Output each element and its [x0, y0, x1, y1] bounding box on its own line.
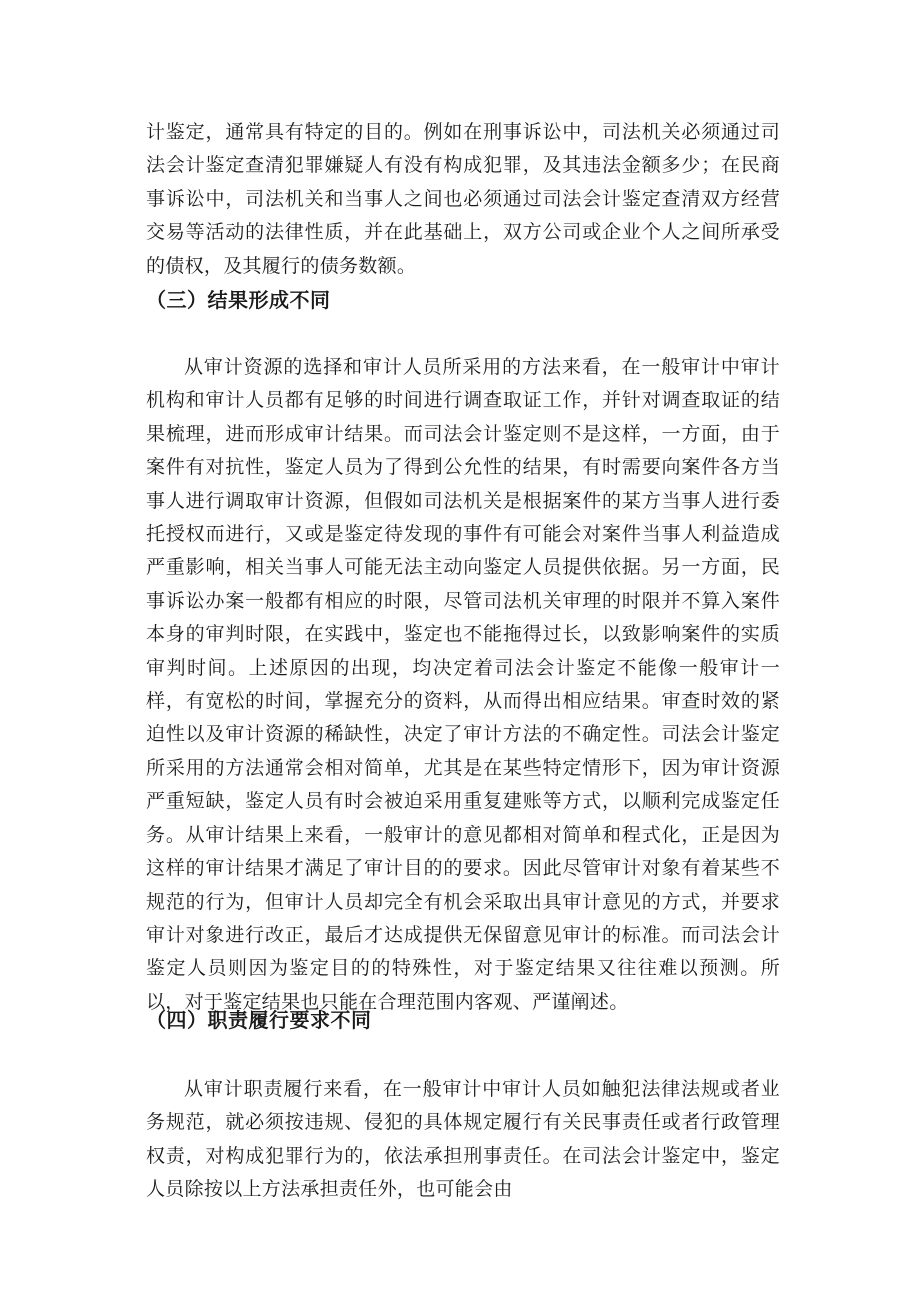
paragraph-continued: 计鉴定，通常具有特定的目的。例如在刑事诉讼中，司法机关必须通过司法会计鉴定查清犯罪嫌疑人有没有构成犯罪，及其违法金额多少；在民商事诉讼中，司法机关和当事人之间也必须通过司法会计鉴定查清双方经营交易等活动的法律性质，并在此基础上，双方公司或企业个人之间所承受的债权，及其履行的债务数额。	[146, 121, 780, 277]
paragraph-results: 从审计资源的选择和审计人员所采用的方法来看，在一般审计中审计机构和审计人员都有足够的时间进行调查取证工作，并针对调查取证的结果梳理，进而形成审计结果。而司法会计鉴定则不是这样，一方面，由于案件有对抗性，鉴定人员为了得到公允性的结果，有时需要向案件各方当事人进行调取审计资源，但假如司法机关是根据案件的某方当事人进行委托授权而进行，又或是鉴定待发现的事件有可能会对案件当事人利益造成严重影响，相关当事人可能无法主动向鉴定人员提供依据。另一方面，民事诉讼办案一般都有相应的时限，尽管司法机关审理的时限并不算入案件本身的审判时限，在实践中，鉴定也不能拖得过长，以致影响案件的实质审判时间。上述原因的出现，均决定着司法会计鉴定不能像一般审计一样，有宽松的时间，掌握充分的资料，从而得出相应结果。审查时效的紧迫性以及审计资源的稀缺性，决定了审计方法的不确定性。司法会计鉴定所采用的方法通常会相对简单，尤其是在某些特定情形下，因为审计资源严重短缺，鉴定人员有时会被迫采用重复建账等方式，以顺利完成鉴定任务。从审计结果上来看，一般审计的意见都相对简单和程式化，正是因为这样的审计结果才满足了审计目的的要求。因此尽管审计对象有着某些不规范的行为，但审计人员却完全有机会采取出具审计意见的方式，并要求审计对象进行改正，最后才达成提供无保留意见审计的标准。而司法会计鉴定人员则因为鉴定目的的特殊性，对于鉴定结果又往往难以预测。所以，对于鉴定结果也只能在合理范围内客观、严谨阐述。	[146, 356, 780, 1013]
section-heading-4: （四）职责履行要求不同	[146, 1008, 372, 1032]
paragraph-duties: 从审计职责履行来看，在一般审计中审计人员如触犯法律法规或者业务规范，就必须按违规、侵犯的具体规定履行有关民事责任或者行政管理权责，对构成犯罪行为的，依法承担刑事责任。在司法会计鉴定中，鉴定人员除按以上方法承担责任外，也可能会由	[146, 1078, 780, 1201]
section-heading-3: （三）结果形成不同	[146, 288, 331, 312]
